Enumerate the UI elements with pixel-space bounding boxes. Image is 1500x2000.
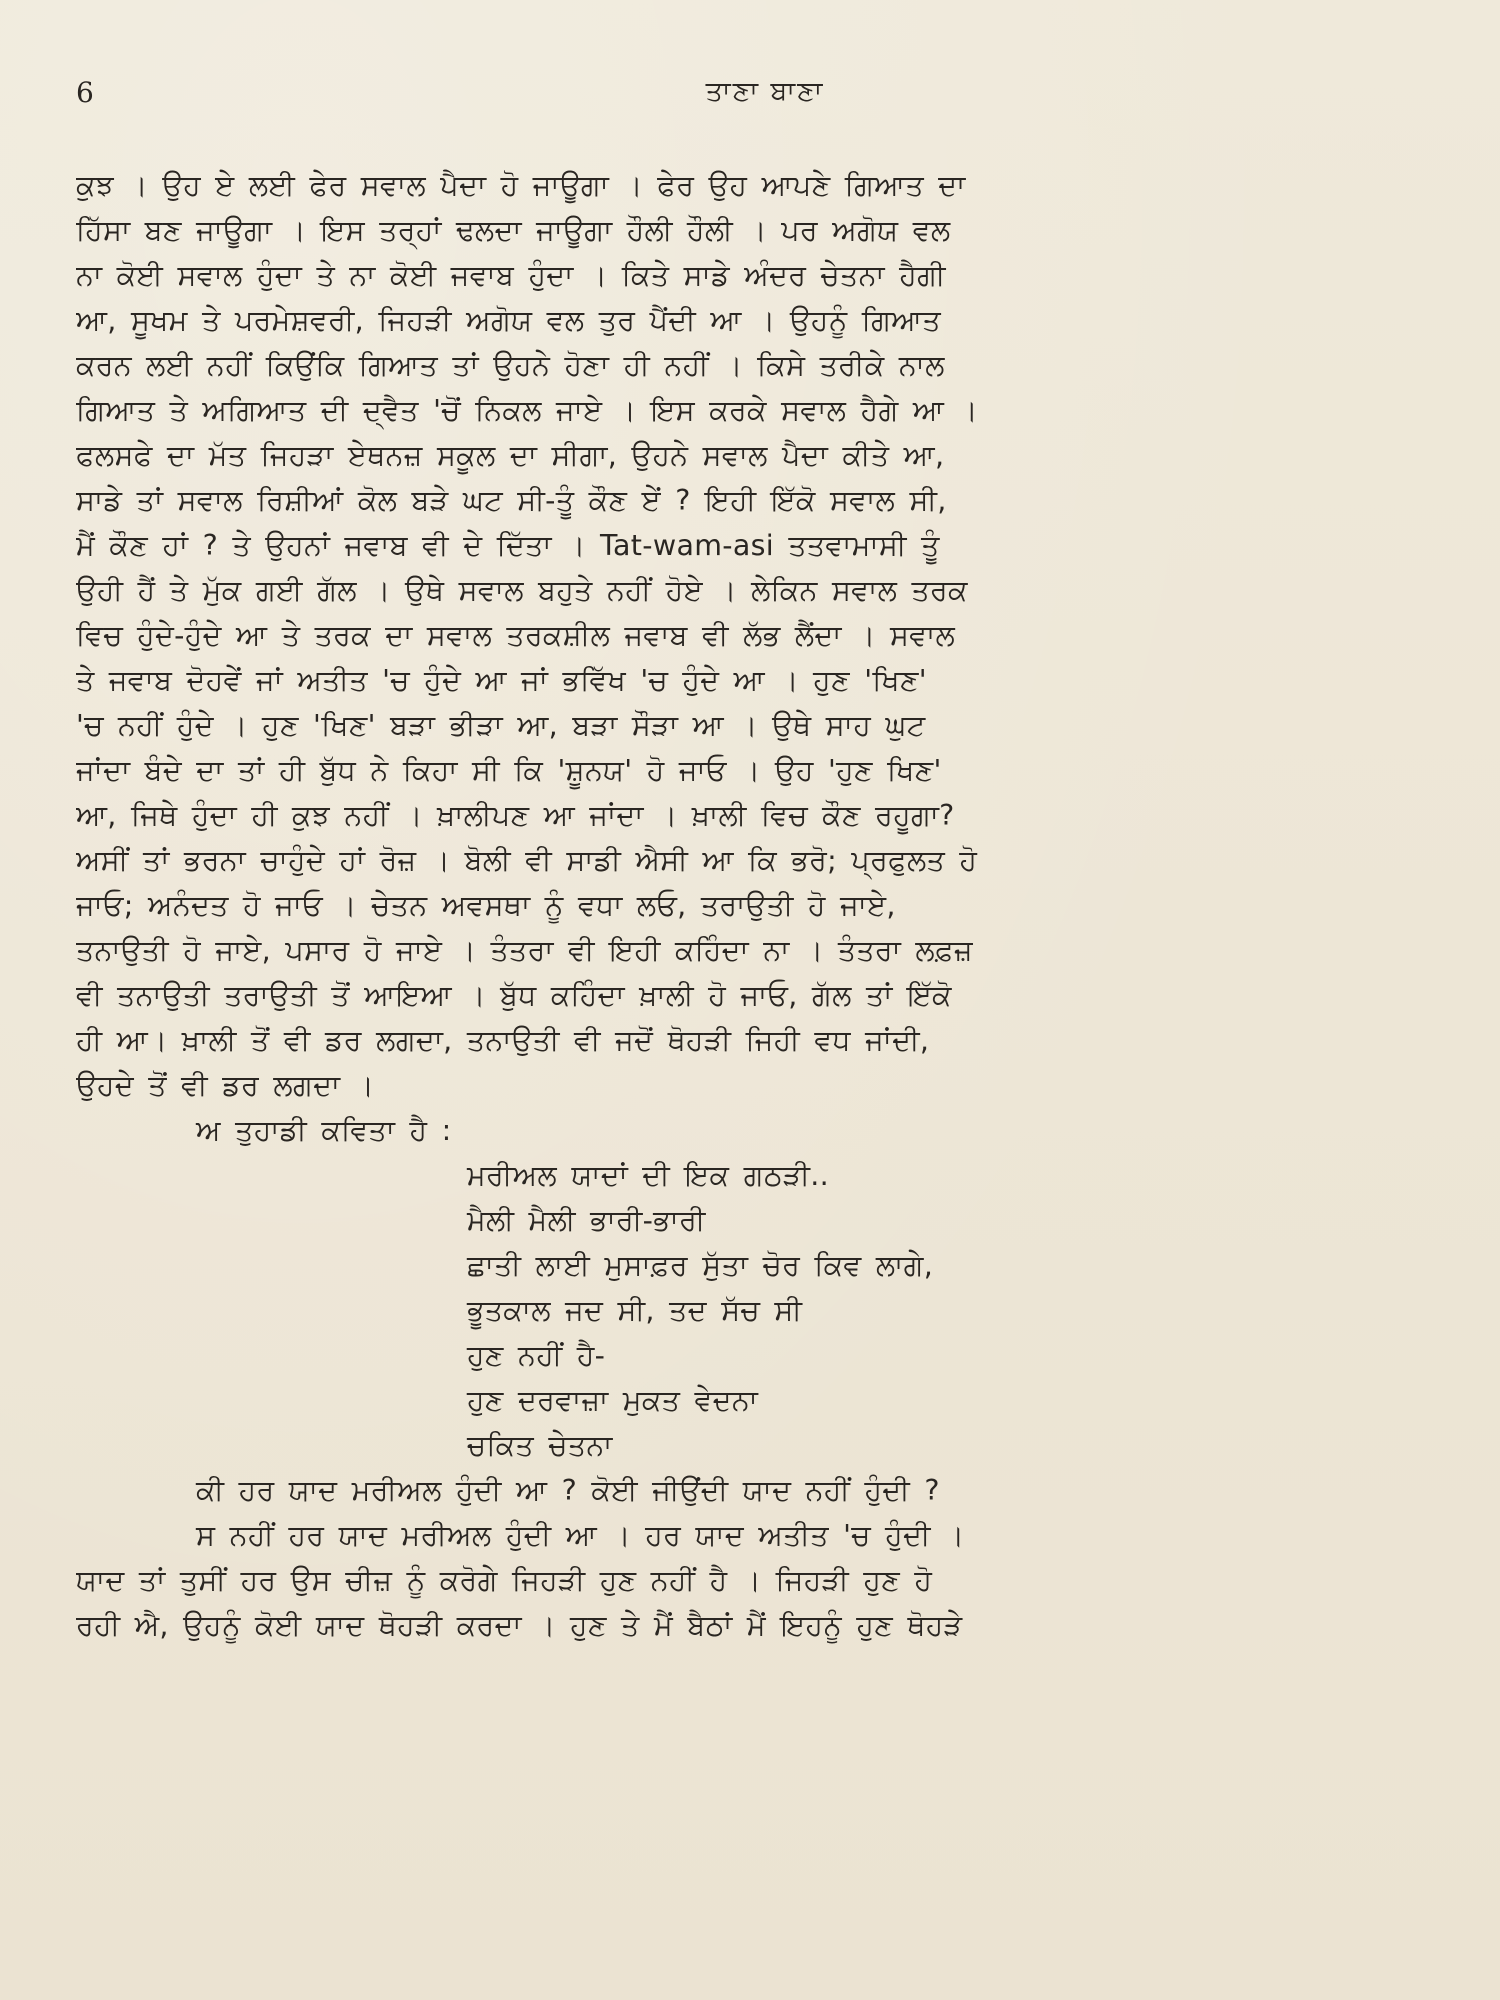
text-line: ਗਿਆਤ ਤੇ ਅਗਿਆਤ ਦੀ ਦ੍ਵੈਤ 'ਚੋਂ ਨਿਕਲ ਜਾਏ । ਇਸ ਕਰਕੇ ਸਵਾਲ ਹੈਗੇ ਆ । bbox=[76, 394, 979, 427]
poem-line: ਛਾਤੀ ਲਾਈ ਮੁਸਾਫ਼ਰ ਸੁੱਤਾ ਚੋਰ ਕਿਵ ਲਾਗੇ, bbox=[467, 1249, 934, 1282]
text-line: ਫਲਸਫੇ ਦਾ ਮੱਤ ਜਿਹੜਾ ਏਥਨਜ਼ ਸਕੂਲ ਦਾ ਸੀਗਾ, ਉਹਨੇ ਸਵਾਲ ਪੈਦਾ ਕੀਤੇ ਆ, bbox=[76, 439, 945, 472]
page-number: 6 bbox=[76, 76, 94, 109]
text-line: ਆ, ਸੂਖਮ ਤੇ ਪਰਮੇਸ਼ਵਰੀ, ਜਿਹੜੀ ਅਗੋਯ ਵਲ ਤੁਰ ਪੈਂਦੀ ਆ । ਉਹਨੂੰ ਗਿਆਤ bbox=[76, 304, 941, 337]
text-line: 'ਚ ਨਹੀਂ ਹੁੰਦੇ । ਹੁਣ 'ਖਿਣ' ਬੜਾ ਭੀੜਾ ਆ, ਬੜਾ ਸੌੜਾ ਆ । ਉਥੇ ਸਾਹ ਘੁਟ bbox=[76, 709, 926, 742]
poem-line: ਹੁਣ ਦਰਵਾਜ਼ਾ ਮੁਕਤ ਵੇਦਨਾ bbox=[467, 1384, 759, 1417]
text-line: ਸਾਡੇ ਤਾਂ ਸਵਾਲ ਰਿਸ਼ੀਆਂ ਕੋਲ ਬੜੇ ਘਟ ਸੀ-ਤੂੰ ਕੌਣ ਏਂ ? ਇਹੀ ਇੱਕੋ ਸਵਾਲ ਸੀ, bbox=[76, 484, 947, 517]
text-line: ਰਹੀ ਐ, ਉਹਨੂੰ ਕੋਈ ਯਾਦ ਥੋਹੜੀ ਕਰਦਾ । ਹੁਣ ਤੇ ਮੈਂ ਬੈਠਾਂ ਮੈਂ ਇਹਨੂੰ ਹੁਣ ਥੋਹੜੇ bbox=[76, 1609, 963, 1642]
poem-intro: ਅ ਤੁਹਾਡੀ ਕਵਿਤਾ ਹੈ : bbox=[196, 1114, 452, 1147]
poem-line: ਮੈਲੀ ਮੈਲੀ ਭਾਰੀ-ਭਾਰੀ bbox=[467, 1204, 706, 1237]
poem-line: ਮਰੀਅਲ ਯਾਦਾਂ ਦੀ ਇਕ ਗਠੜੀ.. bbox=[467, 1159, 829, 1192]
poem-line: ਭੂਤਕਾਲ ਜਦ ਸੀ, ਤਦ ਸੱਚ ਸੀ bbox=[467, 1294, 803, 1327]
running-head bbox=[76, 76, 1454, 116]
text-line: ਮੈਂ ਕੌਣ ਹਾਂ ? ਤੇ ਉਹਨਾਂ ਜਵਾਬ ਵੀ ਦੇ ਦਿੱਤਾ । Tat-wam-asi ਤਤਵਾਮਾਸੀ ਤੂੰ bbox=[76, 529, 940, 562]
text-line: ਜਾਂਦਾ ਬੰਦੇ ਦਾ ਤਾਂ ਹੀ ਬੁੱਧ ਨੇ ਕਿਹਾ ਸੀ ਕਿ 'ਸ਼ੂਨਯ' ਹੋ ਜਾਓ । ਉਹ 'ਹੁਣ ਖਿਣ' bbox=[76, 754, 942, 787]
text-line: ਆ, ਜਿਥੇ ਹੁੰਦਾ ਹੀ ਕੁਝ ਨਹੀਂ । ਖ਼ਾਲੀਪਣ ਆ ਜਾਂਦਾ । ਖ਼ਾਲੀ ਵਿਚ ਕੌਣ ਰਹੂਗਾ? bbox=[76, 799, 955, 832]
question-line: ਕੀ ਹਰ ਯਾਦ ਮਰੀਅਲ ਹੁੰਦੀ ਆ ? ਕੋਈ ਜੀਉਂਦੀ ਯਾਦ ਨਹੀਂ ਹੁੰਦੀ ? bbox=[196, 1474, 940, 1507]
text-line: ਹੀ ਆ। ਖ਼ਾਲੀ ਤੋਂ ਵੀ ਡਰ ਲਗਦਾ, ਤਨਾਉਤੀ ਵੀ ਜਦੋਂ ਥੋਹੜੀ ਜਿਹੀ ਵਧ ਜਾਂਦੀ, bbox=[76, 1024, 930, 1057]
text-line: ਜਾਓ; ਅਨੰਦਤ ਹੋ ਜਾਓ । ਚੇਤਨ ਅਵਸਥਾ ਨੂੰ ਵਧਾ ਲਓ, ਤਰਾਉਤੀ ਹੋ ਜਾਏ, bbox=[76, 889, 896, 922]
text-line: ਵਿਚ ਹੁੰਦੇ-ਹੁੰਦੇ ਆ ਤੇ ਤਰਕ ਦਾ ਸਵਾਲ ਤਰਕਸ਼ੀਲ ਜਵਾਬ ਵੀ ਲੱਭ ਲੈਂਦਾ । ਸਵਾਲ bbox=[76, 619, 956, 652]
text-line: ਅਸੀਂ ਤਾਂ ਭਰਨਾ ਚਾਹੁੰਦੇ ਹਾਂ ਰੋਜ਼ । ਬੋਲੀ ਵੀ ਸਾਡੀ ਐਸੀ ਆ ਕਿ ਭਰੋ; ਪ੍ਰਫੁਲਤ ਹੋ bbox=[76, 844, 978, 877]
text-line: ਕਰਨ ਲਈ ਨਹੀਂ ਕਿਉਂਕਿ ਗਿਆਤ ਤਾਂ ਉਹਨੇ ਹੋਣਾ ਹੀ ਨਹੀਂ । ਕਿਸੇ ਤਰੀਕੇ ਨਾਲ bbox=[76, 349, 945, 382]
text-line: ਤਨਾਉਤੀ ਹੋ ਜਾਏ, ਪਸਾਰ ਹੋ ਜਾਏ । ਤੰਤਰਾ ਵੀ ਇਹੀ ਕਹਿੰਦਾ ਨਾ । ਤੰਤਰਾ ਲਫ਼ਜ਼ bbox=[76, 934, 973, 967]
text-line: ਨਾ ਕੋਈ ਸਵਾਲ ਹੁੰਦਾ ਤੇ ਨਾ ਕੋਈ ਜਵਾਬ ਹੁੰਦਾ । ਕਿਤੇ ਸਾਡੇ ਅੰਦਰ ਚੇਤਨਾ ਹੈਗੀ bbox=[76, 259, 946, 292]
text-line: ਸ ਨਹੀਂ ਹਰ ਯਾਦ ਮਰੀਅਲ ਹੁੰਦੀ ਆ । ਹਰ ਯਾਦ ਅਤੀਤ 'ਚ ਹੁੰਦੀ । bbox=[196, 1519, 965, 1552]
text-line: ਵੀ ਤਨਾਉਤੀ ਤਰਾਉਤੀ ਤੋਂ ਆਇਆ । ਬੁੱਧ ਕਹਿੰਦਾ ਖ਼ਾਲੀ ਹੋ ਜਾਓ, ਗੱਲ ਤਾਂ ਇੱਕੋ bbox=[76, 979, 952, 1012]
text-line: ਕੁਝ । ਉਹ ਏ ਲਈ ਫੇਰ ਸਵਾਲ ਪੈਦਾ ਹੋ ਜਾਊਗਾ । ਫੇਰ ਉਹ ਆਪਣੇ ਗਿਆਤ ਦਾ bbox=[76, 169, 966, 202]
body-text bbox=[76, 163, 1454, 1648]
text-line: ਤੇ ਜਵਾਬ ਦੋਹਵੇਂ ਜਾਂ ਅਤੀਤ 'ਚ ਹੁੰਦੇ ਆ ਜਾਂ ਭਵਿੱਖ 'ਚ ਹੁੰਦੇ ਆ । ਹੁਣ 'ਖਿਣ' bbox=[76, 664, 927, 697]
poem-line: ਹੁਣ ਨਹੀਂ ਹੈ- bbox=[467, 1339, 606, 1372]
poem-line: ਚਕਿਤ ਚੇਤਨਾ bbox=[467, 1429, 613, 1462]
running-title: ਤਾਣਾ ਬਾਣਾ bbox=[705, 76, 825, 107]
paragraph-2 bbox=[76, 1513, 1454, 1648]
text-line: ਹਿੱਸਾ ਬਣ ਜਾਊਗਾ । ਇਸ ਤਰ੍ਹਾਂ ਢਲਦਾ ਜਾਊਗਾ ਹੌਲੀ ਹੌਲੀ । ਪਰ ਅਗੋਯ ਵਲ bbox=[76, 214, 951, 247]
text-line: ਯਾਦ ਤਾਂ ਤੁਸੀਂ ਹਰ ਉਸ ਚੀਜ਼ ਨੂੰ ਕਰੋਗੇ ਜਿਹੜੀ ਹੁਣ ਨਹੀਂ ਹੈ । ਜਿਹੜੀ ਹੁਣ ਹੋ bbox=[76, 1564, 933, 1597]
poem bbox=[76, 1153, 1454, 1468]
paragraph-1 bbox=[76, 163, 1454, 1108]
text-line: ਉਹਦੇ ਤੋਂ ਵੀ ਡਰ ਲਗਦਾ । bbox=[76, 1069, 375, 1102]
text-line: ਉਹੀ ਹੈਂ ਤੇ ਮੁੱਕ ਗਈ ਗੱਲ । ਉਥੇ ਸਵਾਲ ਬਹੁਤੇ ਨਹੀਂ ਹੋਏ । ਲੇਕਿਨ ਸਵਾਲ ਤਰਕ bbox=[76, 574, 968, 607]
